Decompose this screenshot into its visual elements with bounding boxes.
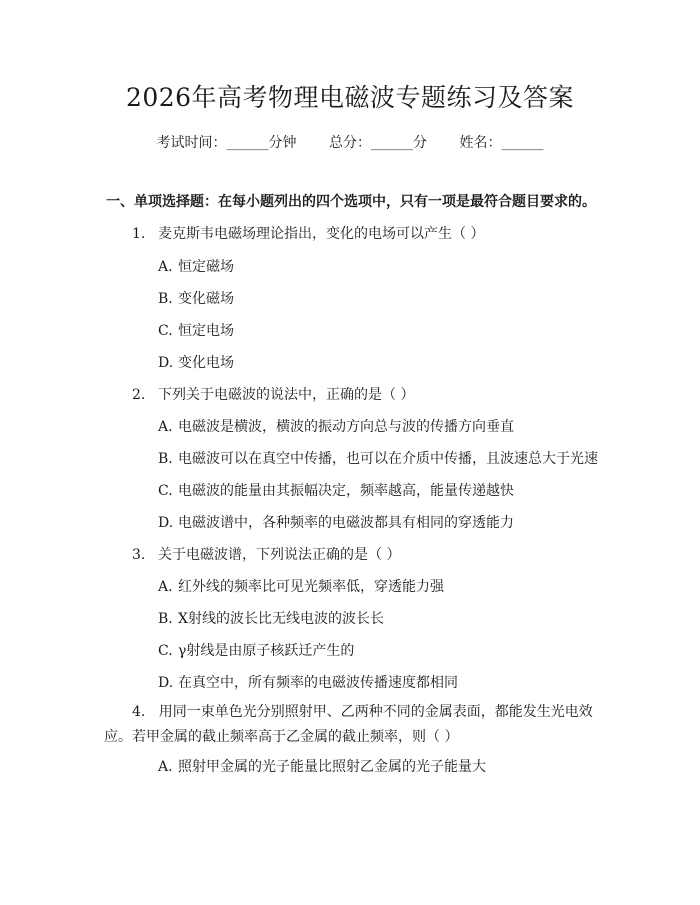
option-text: 电磁波的能量由其振幅决定，频率越高，能量传递越快 (178, 483, 514, 499)
option-label: C. (158, 643, 173, 659)
option-text: 在真空中，所有频率的电磁波传播速度都相同 (178, 675, 458, 691)
option-2b (158, 448, 598, 468)
option-3d (158, 672, 458, 692)
option-1b (158, 288, 234, 308)
option-1d (158, 352, 234, 372)
option-1c (158, 320, 234, 340)
option-text: 红外线的频率比可见光频率低，穿透能力强 (178, 579, 444, 595)
question-number: 2. (132, 387, 146, 403)
option-text: 电磁波谱中，各种频率的电磁波都具有相同的穿透能力 (178, 515, 514, 531)
question-2 (132, 384, 414, 404)
total-score-field: 总分：______分 (329, 135, 427, 151)
option-text: 变化电场 (178, 355, 234, 371)
option-label: C. (158, 483, 173, 499)
option-3b (158, 608, 384, 628)
option-label: D. (158, 355, 174, 371)
question-text: 下列关于电磁波的说法中，正确的是（ ） (158, 387, 415, 403)
question-3 (132, 544, 400, 564)
question-4 (104, 700, 604, 750)
option-text: 照射甲金属的光子能量比照射乙金属的光子能量大 (178, 759, 486, 775)
section-heading: 一、单项选择题：在每小题列出的四个选项中，只有一项是最符合题目要求的。 (106, 194, 596, 210)
exam-time-field: 考试时间：______分钟 (156, 135, 297, 151)
question-text: 关于电磁波谱，下列说法正确的是（ ） (158, 547, 401, 563)
option-text: X射线的波长比无线电波的波长长 (178, 611, 384, 627)
question-1 (132, 223, 484, 243)
question-number: 3. (132, 547, 146, 563)
option-1a (158, 256, 234, 276)
option-label: A. (158, 419, 173, 435)
option-label: B. (158, 611, 173, 627)
option-label: D. (158, 675, 174, 691)
option-text: 恒定电场 (178, 323, 234, 339)
question-number: 4. (132, 704, 146, 720)
option-text: 电磁波是横波，横波的振动方向总与波的传播方向垂直 (178, 419, 514, 435)
option-label: D. (158, 515, 174, 531)
option-2c (158, 480, 514, 500)
option-2a (158, 416, 514, 436)
option-label: B. (158, 451, 173, 467)
option-text: 恒定磁场 (178, 259, 234, 275)
option-4a (158, 756, 486, 776)
question-text: 用同一束单色光分别照射甲、乙两种不同的金属表面，都能发生光电效应。若甲金属的截止频率高于乙金属的截止频率，则（ ） (104, 704, 593, 745)
option-3c (158, 640, 354, 660)
option-text: 变化磁场 (178, 291, 234, 307)
exam-meta (0, 132, 700, 152)
option-text: γ射线是由原子核跃迁产生的 (178, 643, 355, 659)
option-text: 电磁波可以在真空中传播，也可以在介质中传播，且波速总大于光速 (178, 451, 598, 467)
option-label: B. (158, 291, 173, 307)
option-label: C. (158, 323, 173, 339)
page-title: 2026年高考物理电磁波专题练习及答案 (125, 83, 575, 112)
option-label: A. (158, 579, 173, 595)
option-label: A. (158, 759, 173, 775)
name-field: 姓名：______ (459, 135, 544, 151)
option-label: A. (158, 259, 173, 275)
question-text: 麦克斯韦电磁场理论指出，变化的电场可以产生（ ） (158, 226, 485, 242)
option-3a (158, 576, 444, 596)
option-2d (158, 512, 514, 532)
question-number: 1. (132, 226, 146, 242)
